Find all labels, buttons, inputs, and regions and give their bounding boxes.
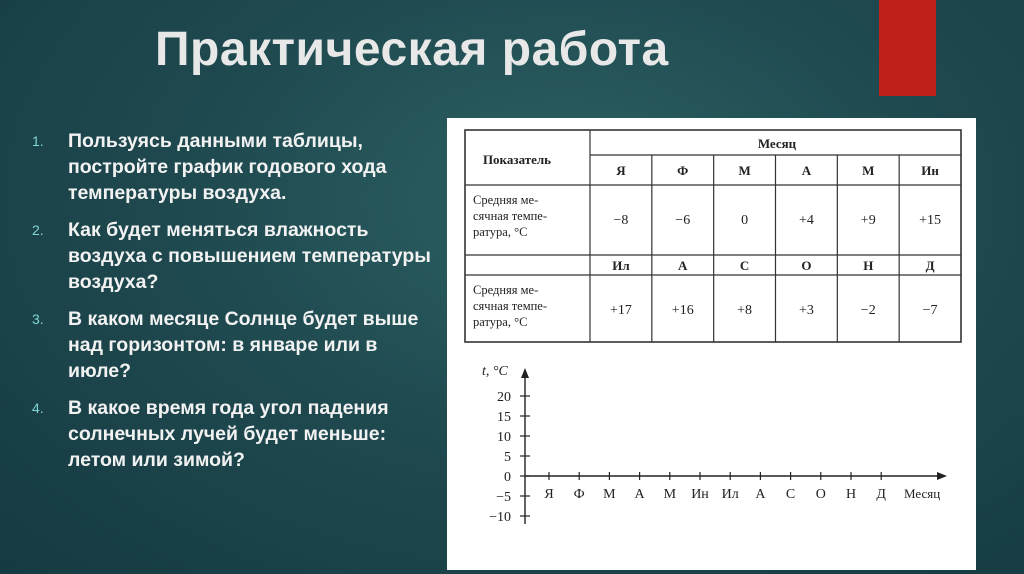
month-cell: О — [801, 258, 812, 273]
month-cell: А — [678, 258, 688, 273]
y-tick-label: 15 — [497, 410, 511, 425]
row-label: Средняя ме- — [473, 283, 539, 297]
temperature-chart — [482, 364, 947, 525]
task-item — [32, 395, 432, 473]
slide-title: Практическая работа — [155, 23, 669, 76]
y-tick-label: −10 — [489, 510, 511, 525]
x-tick-label: А — [755, 487, 766, 502]
month-cell: А — [801, 163, 812, 178]
temperature-cell: −7 — [922, 303, 938, 318]
month-cell: С — [739, 258, 750, 273]
month-cell: Я — [616, 163, 626, 178]
temperature-cell: +4 — [798, 213, 814, 228]
y-tick-label: 5 — [504, 450, 511, 465]
temperature-cell: +16 — [671, 303, 694, 318]
task-text: В каком месяце Солнце будет выше над горизонтом: в январе или в июле? — [68, 308, 419, 382]
x-tick-label: Ин — [691, 487, 709, 502]
row-label: ратура, °С — [473, 315, 528, 329]
task-item — [32, 217, 432, 295]
row-label: сячная темпе- — [473, 299, 548, 313]
row-label: Средняя ме- — [473, 193, 539, 207]
y-tick-label: 10 — [497, 430, 511, 445]
temperature-cell: −6 — [675, 213, 691, 228]
month-cell: Ил — [612, 258, 630, 273]
temperature-cell: +17 — [609, 303, 632, 318]
x-tick-label: Я — [544, 487, 554, 502]
month-cell: М — [862, 163, 875, 178]
task-item — [32, 128, 432, 206]
temperature-cell: +9 — [860, 213, 876, 228]
x-tick-label: Н — [845, 487, 857, 502]
x-axis-label: Месяц — [904, 486, 941, 501]
task-number: 1. — [32, 133, 44, 149]
x-tick-label: О — [815, 487, 826, 502]
temperature-cell: 0 — [741, 213, 749, 228]
task-number: 4. — [32, 400, 44, 416]
temperature-cell: −8 — [613, 213, 629, 228]
y-tick-label: −5 — [496, 490, 511, 505]
y-axis-arrow — [521, 368, 529, 378]
row-label: ратура, °С — [473, 225, 528, 239]
temperature-cell: +3 — [798, 303, 814, 318]
red-accent-bar — [879, 0, 936, 96]
x-axis-arrow — [937, 472, 947, 480]
month-cell: М — [738, 163, 751, 178]
textbook-figure — [447, 118, 976, 570]
x-tick-label: М — [603, 487, 616, 502]
temperature-cell: +15 — [919, 213, 942, 228]
x-tick-label: Ф — [573, 487, 585, 502]
task-item — [32, 306, 432, 384]
figure-svg — [447, 118, 976, 570]
x-tick-label: Д — [876, 487, 886, 502]
x-tick-label: М — [663, 487, 677, 502]
x-tick-label: Ил — [721, 487, 739, 502]
task-number: 3. — [32, 311, 44, 327]
x-tick-label: С — [785, 487, 796, 502]
task-text: Пользуясь данными таблицы, постройте график годового хода температуры воздуха. — [68, 130, 387, 204]
task-text: Как будет меняться влажность воздуха с повышением температуры воздуха? — [68, 219, 431, 293]
month-cell: Д — [925, 258, 935, 273]
temperature-table — [465, 130, 961, 342]
task-text: В какое время года угол падения солнечных лучей будет меньше: летом или зимой? — [68, 397, 389, 471]
month-cell: Ф — [677, 163, 689, 178]
row-label: сячная темпе- — [473, 209, 548, 223]
temperature-cell: −2 — [860, 303, 876, 318]
header-month: Месяц — [757, 136, 797, 151]
task-number: 2. — [32, 222, 44, 238]
temperature-cell: +8 — [737, 303, 753, 318]
header-indicator: Показатель — [482, 152, 552, 167]
y-tick-label: 0 — [504, 470, 511, 485]
month-cell: Н — [863, 258, 874, 273]
task-list — [32, 128, 432, 484]
y-axis-label: t, °C — [482, 364, 508, 379]
y-tick-label: 20 — [497, 390, 511, 405]
x-tick-label: А — [634, 487, 645, 502]
month-cell: Ин — [921, 163, 939, 178]
